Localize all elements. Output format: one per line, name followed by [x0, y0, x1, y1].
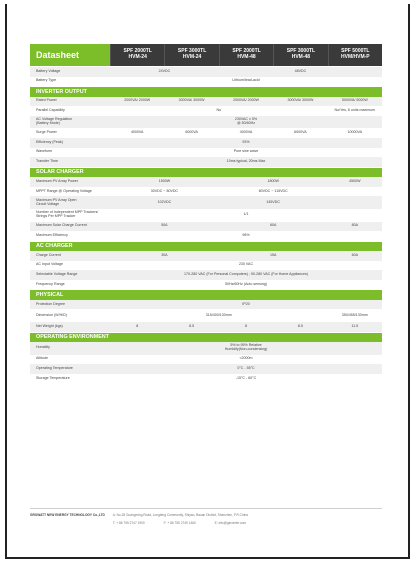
spec-value: -15°C - 60°C [235, 375, 257, 380]
spec-label: Altitude [36, 356, 48, 361]
company-address: A: No.28 Guangming Road, Longteng Community, Shiyan, Baoan District, Shenzhen, P.R.China [112, 513, 248, 517]
spec-value: 1500W [158, 178, 171, 183]
spec-value: <2000m [239, 356, 253, 361]
section-heading: SOLAR CHARGER [30, 168, 382, 177]
spec-value [328, 190, 382, 194]
spec-table [30, 67, 382, 383]
spec-row [30, 138, 382, 148]
spec-value: 8.5 [189, 323, 195, 328]
spec-value: 2000VA/ 2000W [124, 98, 151, 103]
spec-row [30, 355, 382, 365]
spec-row [30, 374, 382, 384]
spec-label: Waveform [36, 149, 53, 154]
spec-value: 50A [161, 223, 168, 228]
spec-value: 230 VAC [238, 262, 254, 267]
spec-value: 1800W [267, 178, 279, 183]
spec-label: MPPT Range @ Operating Voltage [36, 188, 92, 193]
spec-label: Net Weight (kgs) [36, 323, 63, 328]
spec-value: 98% [242, 232, 250, 237]
spec-value: 6000VA [294, 130, 307, 135]
spec-value: 60VDC ~ 115VDC [258, 188, 288, 193]
datasheet-title: Datasheet [30, 44, 110, 66]
spec-label: Transfer Time [36, 158, 59, 163]
spec-value: 0°C - 55°C [237, 366, 255, 371]
spec-value: Pure sine wave [233, 149, 259, 154]
section-heading: INVERTER OUTPUT [30, 87, 382, 96]
spec-value: 3000VA/ 3000W [287, 98, 314, 103]
spec-value: 30VDC ~ 80VDC [150, 188, 179, 193]
spec-label: Parallel Capability [36, 107, 65, 112]
footer [30, 513, 382, 525]
spec-row [30, 364, 382, 374]
section-heading: OPERATING ENVIRONMENT [30, 333, 382, 342]
spec-label: Maximum Solar Charge Current [36, 223, 87, 228]
spec-value: 60A [351, 252, 358, 257]
spec-row [30, 116, 382, 129]
spec-row [30, 106, 382, 116]
spec-label: Maximum PV Array Power [36, 178, 78, 183]
spec-row [30, 280, 382, 290]
spec-value: 15A [269, 252, 277, 257]
spec-value: 93% [242, 139, 250, 144]
spec-row [30, 97, 382, 107]
spec-value: 4500W [349, 178, 361, 183]
spec-value: 10ms typical, 20ms Max [226, 158, 266, 163]
spec-value: 11.5 [351, 323, 359, 328]
spec-label: Humidity [36, 345, 50, 350]
company-email: E: info@ginverter.com [214, 521, 247, 525]
spec-value [328, 201, 382, 205]
model-column-header: SPF 2000TL HVM-48 [219, 44, 273, 66]
spec-row [30, 128, 382, 138]
spec-row [30, 209, 382, 222]
spec-value: 1/1 [243, 212, 249, 217]
spec-value: 145VDC [266, 199, 280, 204]
spec-value: 4000VA [239, 130, 253, 135]
spec-label: Selectable Voltage Range [36, 272, 78, 277]
spec-value: 24VDC [158, 68, 171, 73]
spec-row [30, 342, 382, 355]
spec-label: Battery Type [36, 78, 57, 83]
footer-divider [30, 508, 382, 509]
spec-value: 80A [351, 223, 358, 228]
spec-value: 30A [161, 252, 168, 257]
spec-value: 102VDC [157, 199, 172, 204]
spec-row [30, 300, 382, 310]
spec-label: Dimension (W/H/D) [36, 312, 67, 317]
spec-row [30, 77, 382, 87]
spec-label: Number of Independent MPP Trackers/ Strings Per MPP Tracker [36, 210, 99, 219]
spec-label: Maximum Efficiency [36, 232, 68, 237]
spec-row [30, 270, 382, 280]
model-column-header: SPF 3000TL HVM-24 [164, 44, 218, 66]
company-fax: F: + 86 755 2749 1460 [163, 521, 196, 525]
company-tel: T: + 86 755 2747 1900 [112, 521, 145, 525]
spec-label: Storage Temperature [36, 375, 70, 380]
spec-value: 350/455/130mm [341, 312, 368, 317]
spec-label: Charge Current [36, 252, 61, 257]
spec-row [30, 148, 382, 158]
spec-value: 3000VA/ 3000W [178, 98, 205, 103]
spec-label: Protection Degree [36, 301, 65, 306]
spec-value: IP20 [242, 301, 250, 306]
spec-value: 8 [245, 323, 248, 328]
spec-value: 48VDC [294, 68, 307, 73]
model-column-header: SPF 3000TL HVM-48 [273, 44, 327, 66]
spec-label: Operating Temperature [36, 366, 73, 371]
spec-label: Surge Power [36, 130, 57, 135]
spec-label: Efficiency (Peak) [36, 139, 63, 144]
spec-value: Lithium/lead-acid [232, 78, 260, 83]
spec-row [30, 177, 382, 187]
spec-value: No/Yes, 6 units maximum [334, 107, 376, 112]
spec-label: Maximum PV Array Open Circuit Voltage [36, 197, 77, 206]
spec-label: Battery Voltage [36, 68, 61, 73]
spec-row [30, 222, 382, 232]
spec-value: 6000VA [185, 130, 198, 135]
spec-label: Rated Power [36, 98, 57, 103]
spec-label: AC Voltage Regulation (Battery Mode) [36, 117, 73, 126]
spec-value: 5000VA/ 5000W [341, 98, 368, 103]
spec-value: 2000VA/ 2000W [233, 98, 259, 103]
model-column-header: SPF 5000TL HVM/HVM-P [328, 44, 382, 66]
spec-value: 50Hz/60Hz (Auto sensing) [225, 281, 267, 286]
spec-row [30, 322, 382, 332]
spec-value: No [216, 107, 222, 112]
table-header [30, 44, 382, 66]
spec-row [30, 67, 382, 77]
spec-value: 170-280 VAC (For Personal Computers) ; 90-280 VAC (For Home Appliances) [184, 272, 308, 277]
spec-label: Frequency Range [36, 281, 65, 286]
model-column-header: SPF 2000TL HVM-24 [110, 44, 164, 66]
spec-value: 8.5 [297, 323, 303, 328]
spec-value: 10000VA [347, 130, 363, 135]
spec-value: 5% to 95% Relative Humidity(Non-condensing) [224, 343, 268, 352]
spec-value: 60A [269, 223, 277, 228]
spec-label: AC Input Voltage [36, 262, 63, 267]
company-name: GROWATT NEW ENERGY TECHNOLOGY Co.,LTD [30, 513, 105, 517]
section-heading: PHYSICAL [30, 290, 382, 299]
spec-row [30, 157, 382, 167]
spec-row [30, 196, 382, 209]
spec-row [30, 251, 382, 261]
spec-row [30, 231, 382, 241]
spec-row [30, 309, 382, 322]
section-heading: AC CHARGER [30, 242, 382, 251]
spec-value: 4000VA [130, 130, 144, 135]
spec-value: 230VAC ± 5% @ 50/60Hz [234, 117, 258, 126]
spec-row [30, 261, 382, 271]
spec-value: 315/400/130mm [205, 312, 232, 317]
spec-row [30, 187, 382, 197]
spec-value: 8 [136, 323, 139, 328]
